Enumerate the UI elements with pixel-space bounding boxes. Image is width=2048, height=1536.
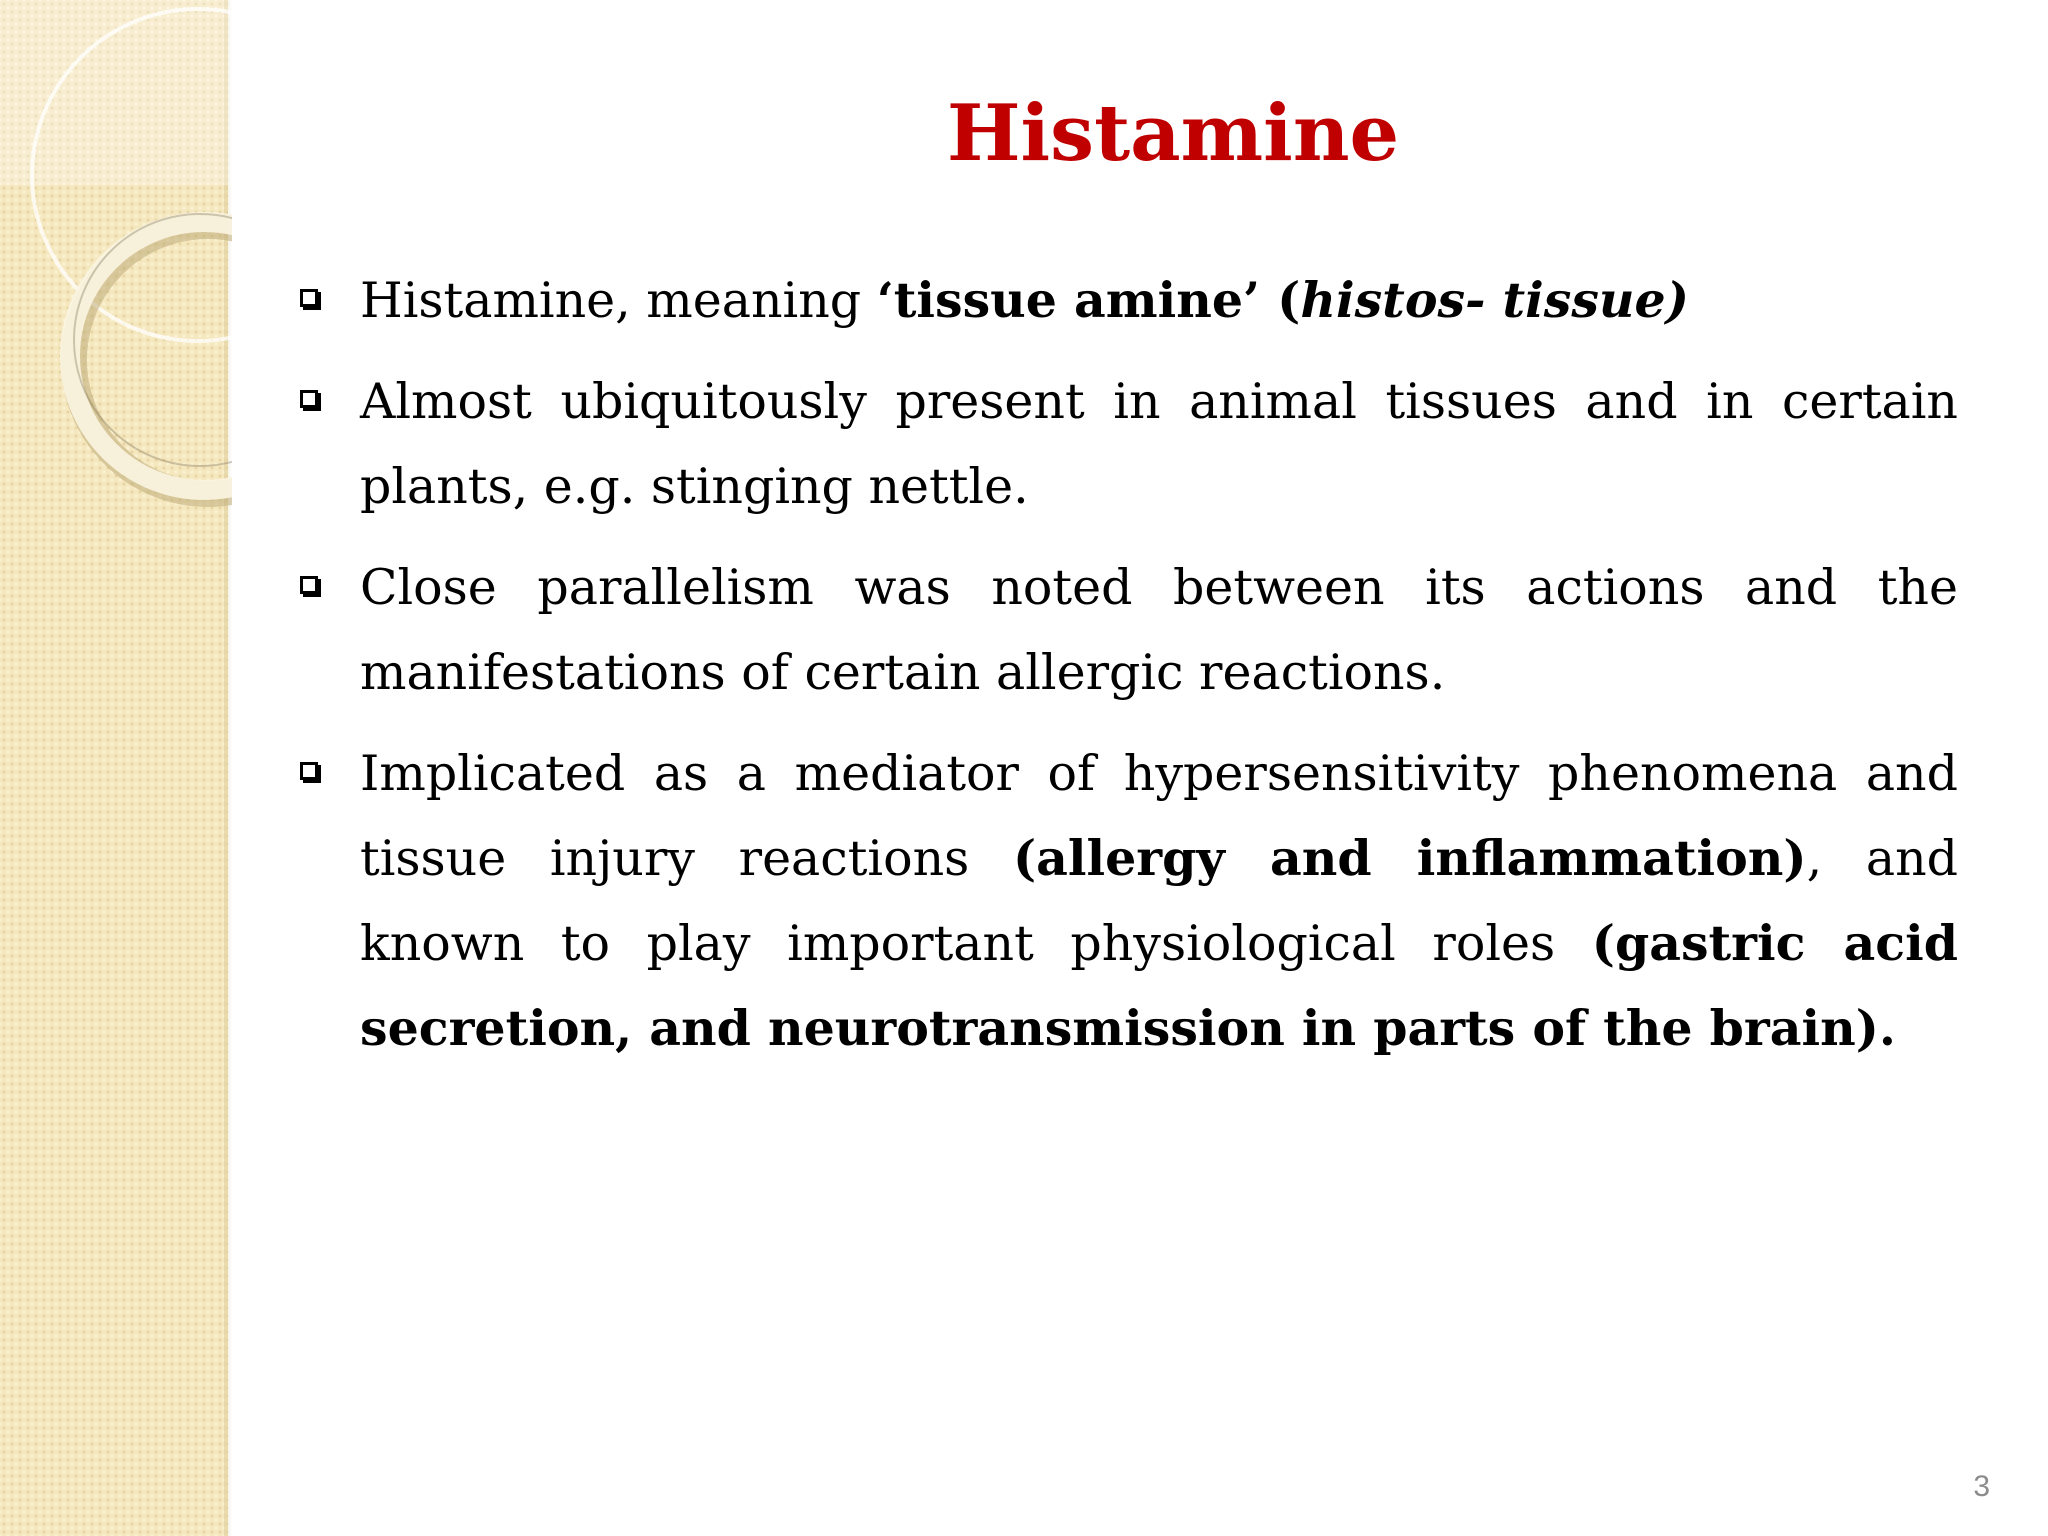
decorative-rings [0, 0, 232, 520]
bullet-item [296, 545, 1958, 715]
page-number: 3 [1973, 1470, 1990, 1503]
slide-title: Histamine [946, 88, 1400, 179]
bullet-bold-text: ‘tissue amine’ ( [876, 271, 1301, 329]
bullet-bold-italic-text: histos- tissue) [1300, 271, 1689, 329]
bullet-text: , and known to play important physiological roles [360, 830, 1958, 972]
bullet-item [296, 359, 1958, 529]
bullet-text: Almost ubiquitously present in animal tissues and in certain plants, e.g. stinging nettle. [360, 373, 1958, 515]
bullet-list [296, 258, 1958, 1087]
bullet-item [296, 258, 1958, 343]
bullet-text: Histamine, meaning [360, 272, 877, 329]
checkbox-bullet-icon [300, 289, 318, 307]
checkbox-bullet-icon [300, 390, 318, 408]
bullet-bold-text: (allergy and inflammation) [1012, 829, 1807, 887]
checkbox-bullet-icon [300, 762, 318, 780]
bullet-text: Close parallelism was noted between its actions and the manifestations of certain allergic reactions. [360, 559, 1958, 701]
checkbox-bullet-icon [300, 576, 318, 594]
bullet-text: Implicated as a mediator of hypersensitivity phenomena and tissue injury reactions [360, 745, 1958, 887]
bullet-item [296, 731, 1958, 1071]
bullet-bold-text: (gastric acid secretion, and neurotransmission in parts of the brain). [360, 914, 1958, 1057]
